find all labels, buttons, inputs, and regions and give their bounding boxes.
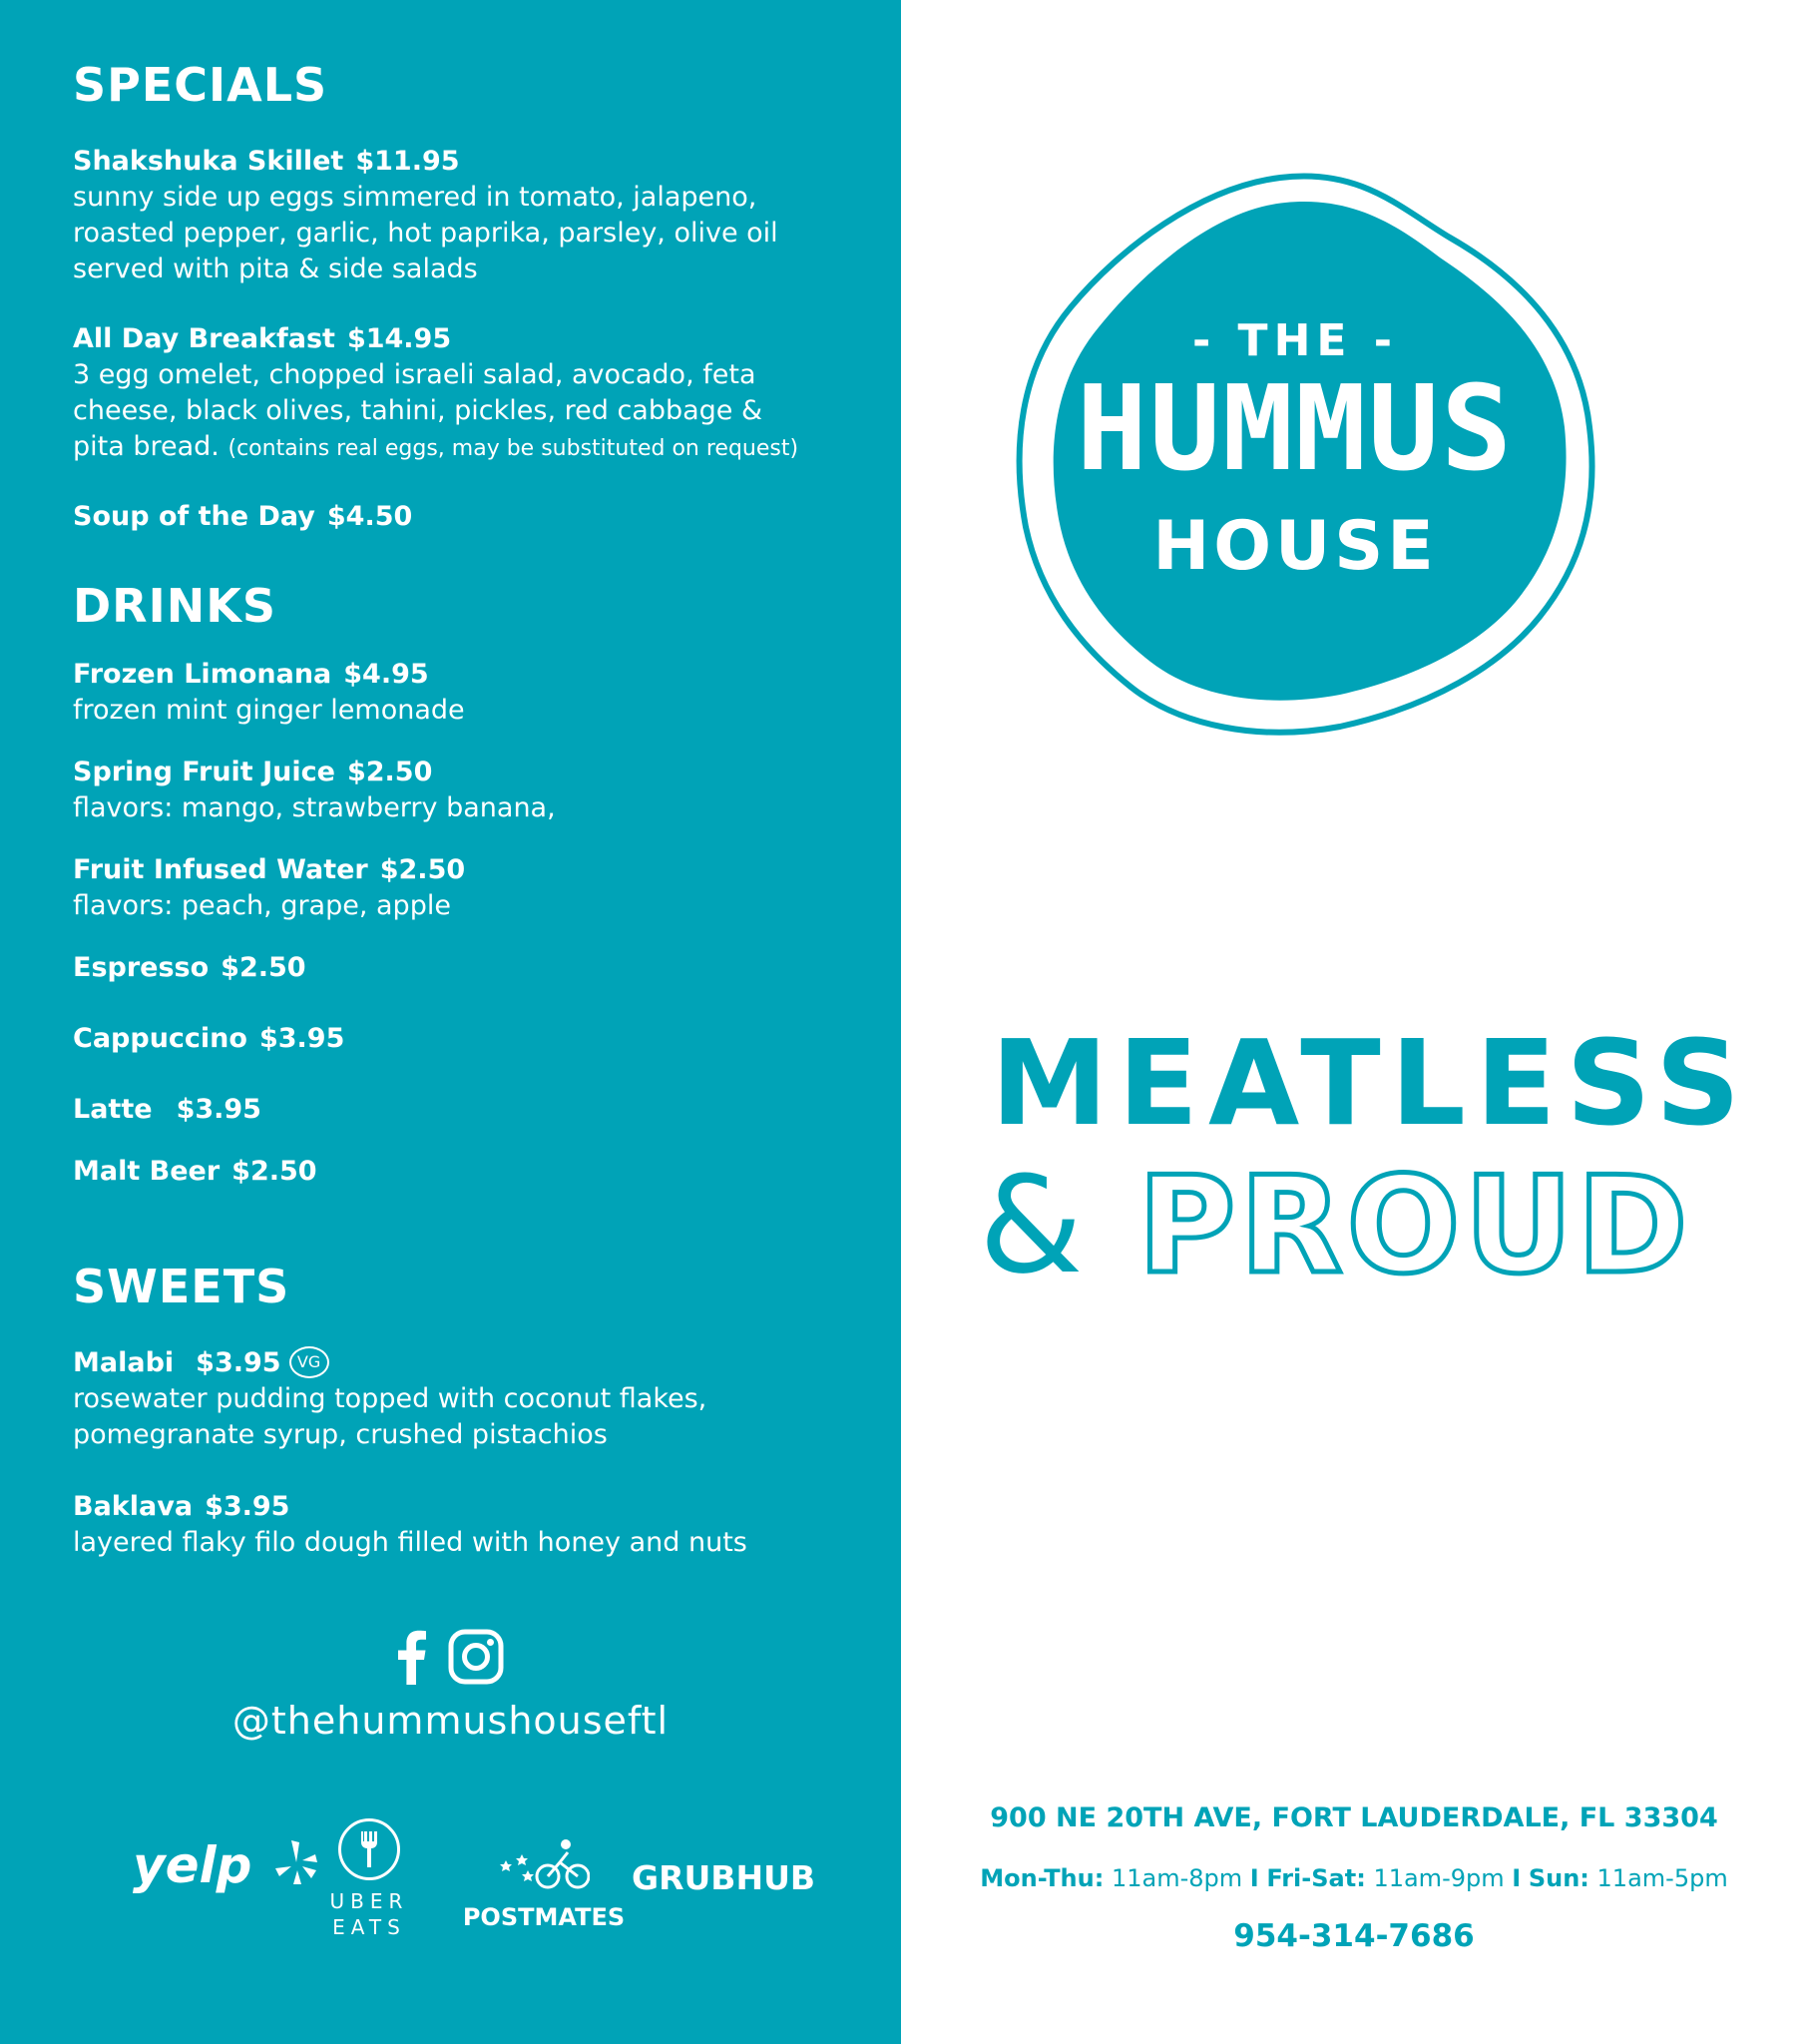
item-desc-line: flavors: peach, grape, apple bbox=[73, 890, 451, 921]
hours-time: 11am-5pm bbox=[1596, 1864, 1728, 1892]
item-name: Frozen Limonana bbox=[73, 659, 332, 690]
item-price: $3.95 bbox=[205, 1491, 290, 1522]
menu-item-soup bbox=[73, 499, 891, 535]
menu-item-cappuccino bbox=[73, 1021, 891, 1057]
menu-item-espresso bbox=[73, 950, 891, 986]
menu-panel bbox=[0, 0, 901, 2044]
menu-item-malt-beer bbox=[73, 1154, 891, 1190]
vegan-badge: VG bbox=[289, 1346, 329, 1378]
hours-separator: I bbox=[1249, 1864, 1259, 1892]
tagline-meatless: MEATLESS bbox=[991, 1014, 1751, 1152]
hours-separator: I bbox=[1512, 1864, 1522, 1892]
menu-item-shakshuka bbox=[73, 144, 891, 287]
item-desc-line: roasted pepper, garlic, hot paprika, parsley, olive oil bbox=[73, 218, 778, 249]
eats-wordmark: EATS bbox=[332, 1915, 406, 1939]
sweets-heading: SWEETS bbox=[73, 1260, 290, 1313]
cover-panel bbox=[901, 0, 1807, 2044]
item-price: $3.95 bbox=[196, 1347, 281, 1378]
item-price: $14.95 bbox=[346, 323, 452, 354]
opening-hours bbox=[901, 1864, 1807, 1892]
item-price: $3.95 bbox=[176, 1094, 261, 1125]
yelp-wordmark: yelp bbox=[133, 1836, 252, 1894]
fork-icon bbox=[338, 1818, 400, 1880]
cyclist-icon bbox=[498, 1836, 590, 1890]
uber-eats-logo[interactable] bbox=[319, 1818, 419, 1958]
logo-the-text: - THE - bbox=[1191, 315, 1399, 366]
item-desc-line: layered flaky filo dough filled with honey and nuts bbox=[73, 1527, 747, 1558]
item-name: Soup of the Day bbox=[73, 501, 315, 532]
item-price: $11.95 bbox=[355, 146, 460, 177]
instagram-icon[interactable] bbox=[448, 1629, 504, 1690]
hours-time: 11am-9pm bbox=[1373, 1864, 1505, 1892]
item-desc-line: 3 egg omelet, chopped israeli salad, avocado, feta bbox=[73, 359, 756, 390]
hours-label: Fri-Sat: bbox=[1266, 1864, 1366, 1892]
postmates-logo[interactable] bbox=[459, 1836, 629, 1976]
item-desc-line: rosewater pudding topped with coconut flakes, bbox=[73, 1383, 707, 1414]
hummus-house-logo bbox=[981, 148, 1609, 757]
item-name: Malt Beer bbox=[73, 1156, 221, 1187]
item-desc-line: sunny side up eggs simmered in tomato, jalapeno, bbox=[73, 182, 757, 213]
item-price: $4.50 bbox=[326, 501, 413, 532]
yelp-burst-icon bbox=[269, 1838, 319, 1888]
item-desc-line: cheese, black olives, tahini, pickles, red cabbage & bbox=[73, 395, 763, 426]
item-name: Fruit Infused Water bbox=[73, 854, 368, 885]
item-name: Latte bbox=[73, 1094, 153, 1125]
logo-hummus-text: HUMMUS bbox=[1076, 359, 1515, 497]
menu-item-fruit-juice bbox=[73, 755, 891, 826]
item-desc-line: flavors: mango, strawberry banana, bbox=[73, 792, 556, 823]
item-name: All Day Breakfast bbox=[73, 323, 335, 354]
social-icons bbox=[394, 1629, 504, 1690]
yelp-logo[interactable] bbox=[133, 1836, 319, 1976]
drinks-heading: DRINKS bbox=[73, 579, 276, 633]
menu-item-all-day-breakfast bbox=[73, 321, 891, 467]
grubhub-logo[interactable]: GRUBHUB bbox=[632, 1858, 816, 1897]
item-name: Cappuccino bbox=[73, 1023, 247, 1054]
item-note: (contains real eggs, may be substituted on request) bbox=[227, 436, 799, 461]
item-name: Shakshuka Skillet bbox=[73, 146, 344, 177]
facebook-icon[interactable] bbox=[394, 1629, 428, 1690]
uber-wordmark: UBER bbox=[329, 1889, 409, 1913]
address: 900 NE 20TH AVE, FORT LAUDERDALE, FL 33304 bbox=[990, 1802, 1718, 1833]
item-price: $2.50 bbox=[221, 952, 306, 983]
item-price: $4.95 bbox=[343, 659, 429, 690]
social-handle[interactable]: @thehummushouseftl bbox=[231, 1699, 670, 1743]
specials-heading: SPECIALS bbox=[73, 58, 328, 112]
menu-item-baklava bbox=[73, 1489, 891, 1561]
logo-house-text: HOUSE bbox=[1152, 507, 1438, 586]
menu-item-limonana bbox=[73, 657, 891, 729]
phone-number[interactable]: 954-314-7686 bbox=[1233, 1918, 1475, 1954]
tagline-ampersand: & bbox=[979, 1148, 1088, 1303]
tagline-proud-word: PROUD bbox=[1137, 1148, 1692, 1303]
item-price: $2.50 bbox=[379, 854, 466, 885]
item-name: Malabi bbox=[73, 1347, 175, 1378]
item-name: Spring Fruit Juice bbox=[73, 757, 335, 787]
hours-time: 11am-8pm bbox=[1111, 1864, 1243, 1892]
hours-label: Mon-Thu: bbox=[980, 1864, 1105, 1892]
menu-item-latte bbox=[73, 1092, 891, 1128]
item-price: $3.95 bbox=[258, 1023, 345, 1054]
item-price: $2.50 bbox=[346, 757, 433, 787]
postmates-wordmark: POSTMATES bbox=[462, 1903, 626, 1931]
tagline-proud bbox=[979, 1148, 1692, 1303]
menu-item-infused-water bbox=[73, 852, 891, 924]
item-desc-line: served with pita & side salads bbox=[73, 254, 478, 284]
item-desc-line: pita bread. bbox=[73, 431, 220, 462]
item-desc-line: pomegranate syrup, crushed pistachios bbox=[73, 1419, 608, 1450]
item-name: Espresso bbox=[73, 952, 210, 983]
menu-item-malabi bbox=[73, 1345, 891, 1453]
item-price: $2.50 bbox=[231, 1156, 317, 1187]
item-name: Baklava bbox=[73, 1491, 194, 1522]
hours-label: Sun: bbox=[1528, 1864, 1589, 1892]
item-desc-line: frozen mint ginger lemonade bbox=[73, 695, 465, 726]
